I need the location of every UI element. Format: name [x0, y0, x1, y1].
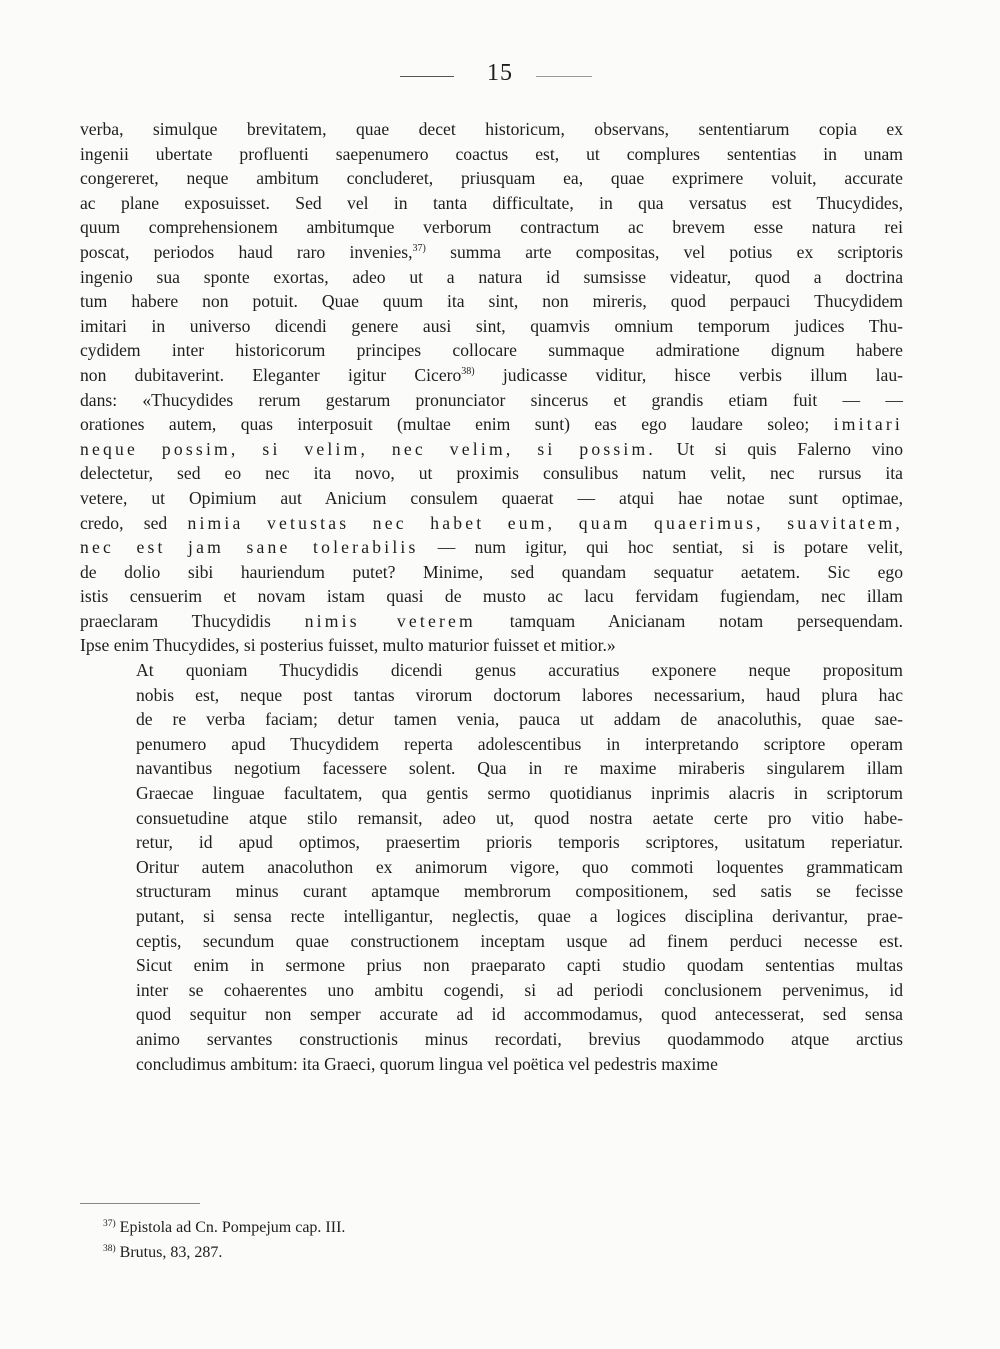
page-header: [0, 60, 1000, 90]
text-line: [80, 535, 903, 560]
text-line: ingenio sua sponte exortas, adeo ut a natura id sumsisse videatur, quod a doctrina: [80, 266, 903, 287]
text-line: dans: «Thucydides rerum gestarum pronunciator sincerus et grandis etiam fuit — —: [80, 389, 903, 410]
text-line: [80, 412, 903, 437]
text-line: animo servantes constructionis minus recordati, brevius quodammodo atque arctius: [136, 1028, 903, 1049]
footnote: [103, 1241, 345, 1266]
text-line: putant, si sensa recte intelligantur, neglectis, quae a logices disciplina derivantur, prae-: [136, 906, 903, 926]
emphasis-spaced: nimia vetustas nec habet eum, quam quaerimus, suavitatem,: [187, 512, 904, 533]
text-line: Sicut enim in sermone prius non praeparato capti studio quodam sententias multas: [136, 955, 903, 976]
line-text: summa arte compositas, vel potius ex scriptoris: [425, 241, 903, 262]
line-text: praeclaram Thucydidis: [80, 610, 305, 631]
line-text: orationes autem, quas interposuit (multae enim sunt) eas ego laudare soleo;: [80, 414, 834, 435]
footnote-ref: 38): [461, 365, 475, 377]
text-line: consuetudine atque stilo remansit, adeo ut, quod nostra aetate certe pro vitio habe-: [136, 807, 903, 828]
text-line: Graecae linguae facultatem, qua gentis sermo quotidianus inprimis alacris in scriptorum: [136, 783, 903, 804]
text-line: nobis est, neque post tantas virorum doctorum labores necessarium, haud plura hac: [136, 684, 903, 705]
footnote-text: Epistola ad Cn. Pompejum cap. III.: [115, 1219, 346, 1236]
text-line: [80, 240, 903, 265]
emphasis-spaced: nimis veterem: [304, 610, 476, 631]
text-line: de dolio sibi hauriendum putet? Minime, sed quandam sequatur aetatem. Sic ego: [80, 561, 903, 582]
text-line: navantibus negotium facessere solent. Qua in re maxime miraberis singularem illam: [136, 758, 903, 779]
text-line: tum habere non potuit. Quae quum ita sint, non mireris, quod perpauci Thucydidem: [80, 291, 903, 312]
text-line: [80, 511, 903, 536]
footnote-ref: 37): [412, 242, 426, 254]
footnote: [103, 1216, 345, 1241]
text-line: ceptis, secundum quae constructionem inceptam usque ad finem perduci necesse est.: [136, 930, 903, 951]
line-text: poscat, periodos haud raro invenies,: [80, 241, 413, 262]
text-line: Oritur autem anacoluthon ex animorum vigore, quo commoti loquentes grammaticam: [136, 856, 903, 877]
text-line: de re verba faciam; detur tamen venia, pauca ut addam de anacoluthis, quae sae-: [136, 709, 903, 730]
header-rule-left: [400, 76, 454, 77]
text-line: concludimus ambitum: ita Graeci, quorum lingua vel poëtica vel pedestris maxime: [136, 1053, 718, 1074]
text-line: At quoniam Thucydidis dicendi genus accuratius exponere neque propositum: [136, 660, 903, 681]
text-line: verba, simulque brevitatem, quae decet historicum, observans, sententiarum copia ex: [80, 119, 903, 139]
header-rule-right: [536, 76, 592, 77]
text-line: istis censuerim et novam istam quasi de musto ac lacu fervidam fugiendam, nec illam: [80, 586, 903, 607]
text-line: delectetur, sed eo nec ita novo, ut proximis consulibus natum velit, nec rursus ita: [80, 463, 903, 484]
line-text: Ut si quis Falerno vino: [656, 438, 903, 459]
footnote-number: 37): [103, 1219, 116, 1229]
text-line: inter se cohaerentes uno ambitu cogendi, si ad periodi conclusionem pervenimus, id: [136, 979, 903, 1000]
footnote-text: Brutus, 83, 287.: [115, 1243, 223, 1261]
line-text: tamquam Anicianam notam persequendam.: [475, 610, 903, 631]
line-text: non dubitaverint. Eleganter igitur Cicero: [80, 364, 462, 385]
text-line: Ipse enim Thucydides, si posterius fuisset, multo maturior fuisset et mitior.»: [80, 635, 616, 656]
line-text: — num igitur, qui hoc sentiat, si is potare velit,: [418, 537, 903, 558]
text-line: cydidem inter historicorum principes collocare summaque admiratione dignum habere: [80, 340, 903, 361]
line-text: credo, sed: [80, 512, 188, 533]
text-line: structuram minus curant aptamque membrorum compositionem, sed satis se fecisse: [136, 881, 903, 902]
emphasis-spaced: neque possim, si velim, nec velim, si possim.: [80, 438, 656, 459]
text-line: [80, 437, 903, 462]
paragraph: [80, 117, 903, 658]
paragraph: [80, 658, 903, 1076]
text-line: penumero apud Thucydidem reperta adolescentibus in interpretando scriptore operam: [136, 733, 903, 754]
text-line: imitari in universo dicendi genere ausi sint, quamvis omnium temporum judices Thu-: [80, 315, 903, 336]
text-line: [80, 363, 903, 388]
text-line: ac plane exposuisset. Sed vel in tanta difficultate, in qua versatus est Thucydides,: [80, 192, 903, 213]
page-number: 15: [487, 60, 513, 86]
text-line: [80, 609, 903, 634]
line-text: judicasse viditur, hisce verbis illum lau-: [474, 364, 903, 385]
footnote-rule: [80, 1203, 200, 1204]
text-line: congereret, neque ambitum concluderet, priusquam ea, quae exprimere voluit, accurate: [80, 168, 903, 189]
emphasis-spaced: nec est jam sane tolerabilis: [80, 537, 419, 558]
text-line: vetere, ut Opimium aut Anicium consulem quaerat — atqui hae notae sunt optimae,: [80, 487, 903, 508]
footnotes: [103, 1216, 345, 1265]
text-line: ingenii ubertate profluenti saepenumero coactus est, ut complures sententias in unam: [80, 143, 903, 164]
emphasis-spaced: imitari: [833, 414, 903, 435]
text-line: retur, id apud optimos, praesertim prioris temporis scriptores, usitatum reperiatur.: [136, 832, 903, 853]
body-text: [80, 117, 903, 1076]
text-line: quod sequitur non semper accurate ad id accommodamus, quod antecesserat, sed sensa: [136, 1004, 903, 1025]
footnote-number: 38): [103, 1243, 116, 1254]
text-line: quum comprehensionem ambitumque verborum contractum ac brevem esse natura rei: [80, 217, 903, 238]
